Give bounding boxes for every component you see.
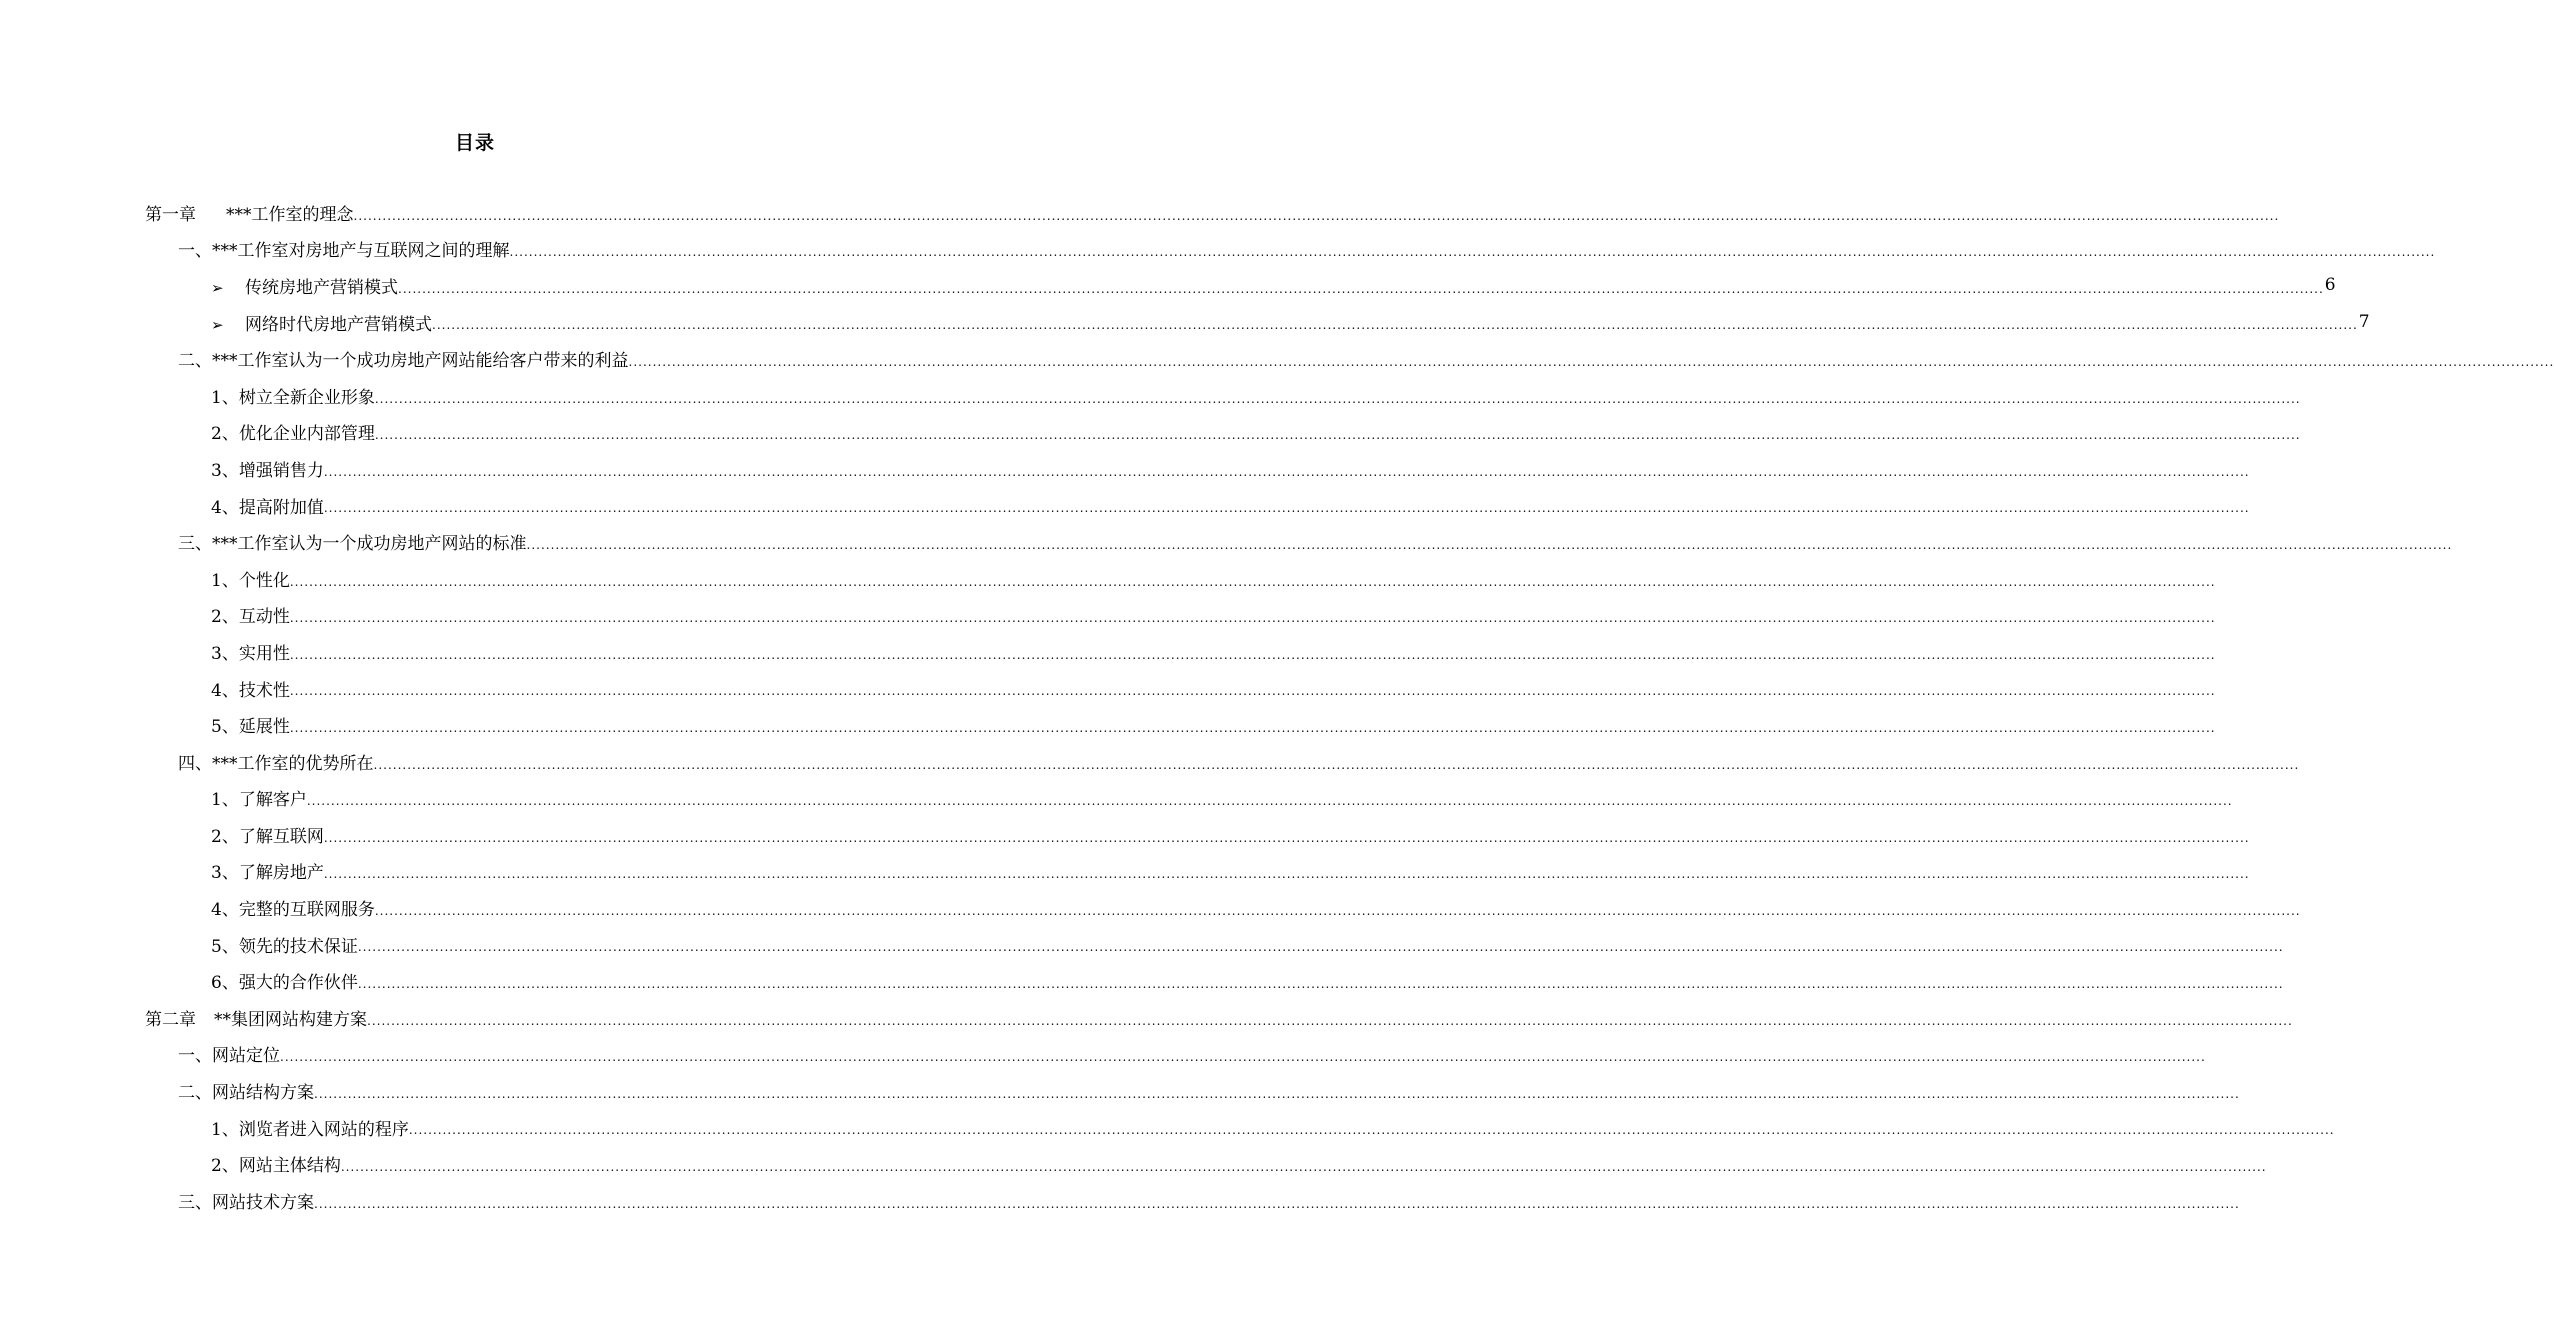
dot-leader: ................................................................................................................................................................................................................................................................................................................................................................................................................ (289, 684, 2216, 699)
toc-entry-label: 4、技术性 (211, 680, 290, 701)
toc-entry-item[interactable] (0, 377, 2301, 414)
toc-entry-text (178, 236, 510, 261)
toc-entry-section[interactable] (0, 523, 2453, 560)
toc-entry-label: ***工作室的理念 (226, 204, 354, 225)
toc-entry-text (211, 493, 324, 518)
toc-entry-text (178, 1041, 280, 1066)
chapter-number: 第二章 (145, 1009, 196, 1030)
chapter-number: 第一章 (145, 204, 196, 225)
toc-entry-label: 2、网站主体结构 (211, 1156, 341, 1177)
toc-entry-text (211, 968, 358, 993)
dot-leader: ................................................................................................................................................................................................................................................................................................................................................................................................................ (323, 501, 2250, 516)
toc-entry-text (211, 639, 290, 664)
toc-entry-item[interactable] (0, 450, 2250, 487)
dot-leader: ................................................................................................................................................................................................................................................................................................................................................................................................................ (289, 647, 2216, 662)
dot-leader: ................................................................................................................................................................................................................................................................................................................................................................................................................ (432, 318, 2358, 333)
toc-entry-text (211, 1151, 341, 1176)
toc-entry-item[interactable] (0, 597, 2216, 634)
toc-entry-text (211, 822, 324, 847)
toc-entry-label: 传统房地产营销模式 (245, 277, 398, 298)
toc-entry-label: 3、增强销售力 (211, 460, 324, 481)
dot-leader: ................................................................................................................................................................................................................................................................................................................................................................................................................ (323, 464, 2250, 479)
toc-entry-text (211, 676, 290, 701)
toc-entry-section[interactable] (0, 1072, 2240, 1109)
toc-entry-text (211, 566, 290, 591)
toc-entry-item[interactable] (0, 853, 2250, 890)
dot-leader: ................................................................................................................................................................................................................................................................................................................................................................................................................ (374, 391, 2301, 406)
toc-entry-item[interactable] (0, 780, 2233, 817)
toc-entry-label: 1、浏览者进入网站的程序 (211, 1119, 409, 1140)
toc-entry-item[interactable] (0, 560, 2216, 597)
toc-entry-label: 3、实用性 (211, 643, 290, 664)
toc-entry-item[interactable] (0, 487, 2250, 524)
toc-entry-bullet[interactable] (0, 267, 2336, 304)
toc-entry-text (178, 1078, 314, 1103)
dot-leader: ................................................................................................................................................................................................................................................................................................................................................................................................................ (323, 830, 2250, 845)
toc-entry-text (178, 1188, 314, 1213)
toc-entry-text (178, 749, 374, 774)
dot-leader: ................................................................................................................................................................................................................................................................................................................................................................................................................ (357, 977, 2284, 992)
dot-leader: ................................................................................................................................................................................................................................................................................................................................................................................................................ (289, 574, 2216, 589)
toc-entry-text (211, 1115, 409, 1140)
dot-leader: ................................................................................................................................................................................................................................................................................................................................................................................................................ (340, 1160, 2267, 1175)
toc-entry-text (211, 310, 432, 335)
toc-entry-text (178, 529, 527, 554)
toc-entry-item[interactable] (0, 1145, 2267, 1182)
toc-entry-text (145, 200, 354, 225)
toc-entry-item[interactable] (0, 926, 2284, 963)
toc-entry-label: 5、领先的技术保证 (211, 936, 358, 957)
toc-entry-label: 1、了解客户 (211, 790, 307, 811)
toc-entry-item[interactable] (0, 962, 2284, 999)
toc-entry-label: 三、***工作室认为一个成功房地产网站的标准 (178, 534, 527, 555)
toc-entry-text (211, 273, 398, 298)
arrow-bullet-icon: ➢ (211, 315, 224, 334)
toc-entry-label: 三、网站技术方案 (178, 1192, 314, 1213)
dot-leader: ................................................................................................................................................................................................................................................................................................................................................................................................................ (374, 903, 2301, 918)
dot-leader: ................................................................................................................................................................................................................................................................................................................................................................................................................ (314, 1196, 2240, 1211)
toc-entry-label: 二、***工作室认为一个成功房地产网站能给客户带来的利益 (178, 351, 629, 372)
dot-leader: ................................................................................................................................................................................................................................................................................................................................................................................................................ (526, 537, 2453, 552)
toc-entry-item[interactable] (0, 816, 2250, 853)
toc-entry-label: 1、个性化 (211, 570, 290, 591)
dot-leader: ................................................................................................................................................................................................................................................................................................................................................................................................................ (289, 720, 2216, 735)
toc-entry-text (211, 932, 358, 957)
dot-leader: ................................................................................................................................................................................................................................................................................................................................................................................................................ (367, 1013, 2293, 1028)
toc-entry-label: 6、强大的合作伙伴 (211, 973, 358, 994)
toc-entry-section[interactable] (0, 340, 2554, 377)
toc-entry-text (211, 456, 324, 481)
dot-leader: ................................................................................................................................................................................................................................................................................................................................................................................................................ (289, 611, 2216, 626)
toc-entry-item[interactable] (0, 1109, 2335, 1146)
toc-entry-label: 5、延展性 (211, 717, 290, 738)
dot-leader: ................................................................................................................................................................................................................................................................................................................................................................................................................ (357, 940, 2284, 955)
dot-leader: ................................................................................................................................................................................................................................................................................................................................................................................................................ (374, 428, 2301, 443)
toc-entry-label: 一、网站定位 (178, 1046, 280, 1067)
dot-leader: ................................................................................................................................................................................................................................................................................................................................................................................................................ (306, 794, 2233, 809)
toc-page-number: 6 (2324, 275, 2336, 296)
toc-entry-section[interactable] (0, 1036, 2206, 1073)
toc-entry-item[interactable] (0, 414, 2301, 451)
dot-leader: ................................................................................................................................................................................................................................................................................................................................................................................................................ (509, 245, 2436, 260)
toc-entry-text (211, 712, 290, 737)
dot-leader: ................................................................................................................................................................................................................................................................................................................................................................................................................ (408, 1123, 2335, 1138)
toc-entry-section[interactable] (0, 231, 2436, 268)
toc-entry-label: 一、***工作室对房地产与互联网之间的理解 (178, 241, 510, 262)
toc-entry-text (211, 785, 307, 810)
toc-entry-label: 2、互动性 (211, 607, 290, 628)
toc-entry-label: 网络时代房地产营销模式 (245, 314, 432, 335)
toc-entry-label: 四、***工作室的优势所在 (178, 753, 374, 774)
dot-leader: ................................................................................................................................................................................................................................................................................................................................................................................................................ (323, 867, 2250, 882)
toc-list (0, 194, 2554, 1219)
toc-entry-item[interactable] (0, 889, 2301, 926)
toc-entry-chapter[interactable] (0, 999, 2293, 1036)
toc-entry-text (145, 1005, 367, 1030)
dot-leader: ................................................................................................................................................................................................................................................................................................................................................................................................................ (280, 1050, 2206, 1065)
toc-entry-item[interactable] (0, 633, 2216, 670)
toc-entry-label: **集团网站构建方案 (214, 1009, 367, 1030)
toc-entry-label: 2、优化企业内部管理 (211, 424, 375, 445)
dot-leader: ................................................................................................................................................................................................................................................................................................................................................................................................................ (398, 281, 2324, 296)
toc-entry-text (211, 419, 375, 444)
toc-entry-label: 4、提高附加值 (211, 497, 324, 518)
toc-title: 目录 (454, 132, 495, 154)
toc-page-number: 7 (2358, 312, 2370, 333)
toc-entry-item[interactable] (0, 670, 2216, 707)
toc-entry-chapter[interactable] (0, 194, 2280, 231)
toc-entry-text (211, 602, 290, 627)
toc-entry-label: 3、了解房地产 (211, 863, 324, 884)
toc-entry-section[interactable] (0, 743, 2300, 780)
toc-entry-text (211, 383, 375, 408)
toc-entry-label: 4、完整的互联网服务 (211, 900, 375, 921)
toc-entry-text (211, 895, 375, 920)
toc-entry-text (211, 858, 324, 883)
toc-entry-section[interactable] (0, 1182, 2240, 1219)
toc-entry-label: 二、网站结构方案 (178, 1083, 314, 1104)
arrow-bullet-icon: ➢ (211, 278, 224, 297)
toc-entry-item[interactable] (0, 706, 2216, 743)
toc-entry-bullet[interactable] (0, 304, 2370, 341)
toc-entry-text (178, 346, 629, 371)
dot-leader: ................................................................................................................................................................................................................................................................................................................................................................................................................ (628, 354, 2554, 369)
dot-leader: ................................................................................................................................................................................................................................................................................................................................................................................................................ (314, 1086, 2240, 1101)
toc-entry-label: 2、了解互联网 (211, 826, 324, 847)
dot-leader: ................................................................................................................................................................................................................................................................................................................................................................................................................ (373, 757, 2300, 772)
toc-entry-label: 1、树立全新企业形象 (211, 387, 375, 408)
dot-leader: ................................................................................................................................................................................................................................................................................................................................................................................................................ (353, 208, 2280, 223)
